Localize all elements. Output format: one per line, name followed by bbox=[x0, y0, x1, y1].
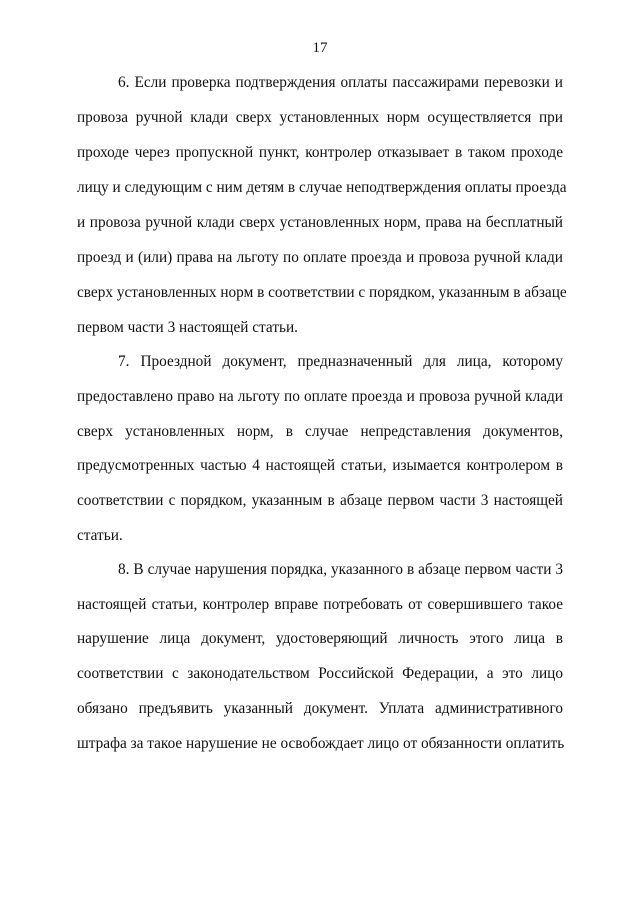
paragraph-8-line: настоящей статьи, контролер вправе потребовать от совершившего такое bbox=[77, 596, 563, 613]
paragraph-7-line: соответствии с порядком, указанным в абзаце первом части 3 настоящей bbox=[77, 492, 563, 509]
paragraph-8-line: 8. В случае нарушения порядка, указанного в абзаце первом части 3 bbox=[118, 561, 563, 578]
paragraph-7-line: 7. Проездной документ, предназначенный для лица, которому bbox=[118, 353, 563, 370]
paragraph-6-line: лицу и следующим с ним детям в случае неподтверждения оплаты проезда bbox=[77, 179, 567, 196]
paragraph-7-line: статьи. bbox=[77, 527, 123, 544]
paragraph-7-line: предоставлено право на льготу по оплате проезда и провоза ручной клади bbox=[77, 388, 563, 405]
paragraph-8-line: соответствии с законодательством Российской Федерации, а это лицо bbox=[77, 665, 563, 682]
paragraph-8-line: нарушение лица документ, удостоверяющий личность этого лица в bbox=[77, 630, 563, 647]
paragraph-8-line: штрафа за такое нарушение не освобождает лицо от обязанности оплатить bbox=[77, 735, 565, 752]
paragraph-7-line: сверх установленных норм, в случае непредставления документов, bbox=[77, 423, 563, 440]
paragraph-6-line: первом части 3 настоящей статьи. bbox=[77, 319, 298, 336]
paragraph-6-line: 6. Если проверка подтверждения оплаты пассажирами перевозки и bbox=[118, 74, 563, 91]
paragraph-6-line: и провоза ручной клади сверх установленных норм, права на бесплатный bbox=[77, 214, 563, 231]
paragraph-6-line: проезд и (или) права на льготу по оплате проезда и провоза ручной клади bbox=[77, 249, 563, 266]
paragraph-6-line: сверх установленных норм в соответствии с порядком, указанным в абзаце bbox=[77, 284, 567, 301]
page-number: 17 bbox=[312, 40, 328, 56]
paragraph-6-line: проходе через пропускной пункт, контролер отказывает в таком проходе bbox=[77, 144, 563, 161]
paragraph-6-line: провоза ручной клади сверх установленных норм осуществляется при bbox=[77, 109, 563, 126]
paragraph-8-line: обязано предъявить указанный документ. Уплата административного bbox=[77, 700, 563, 717]
paragraph-7-line: предусмотренных частью 4 настоящей статьи, изымается контролером в bbox=[77, 457, 563, 474]
